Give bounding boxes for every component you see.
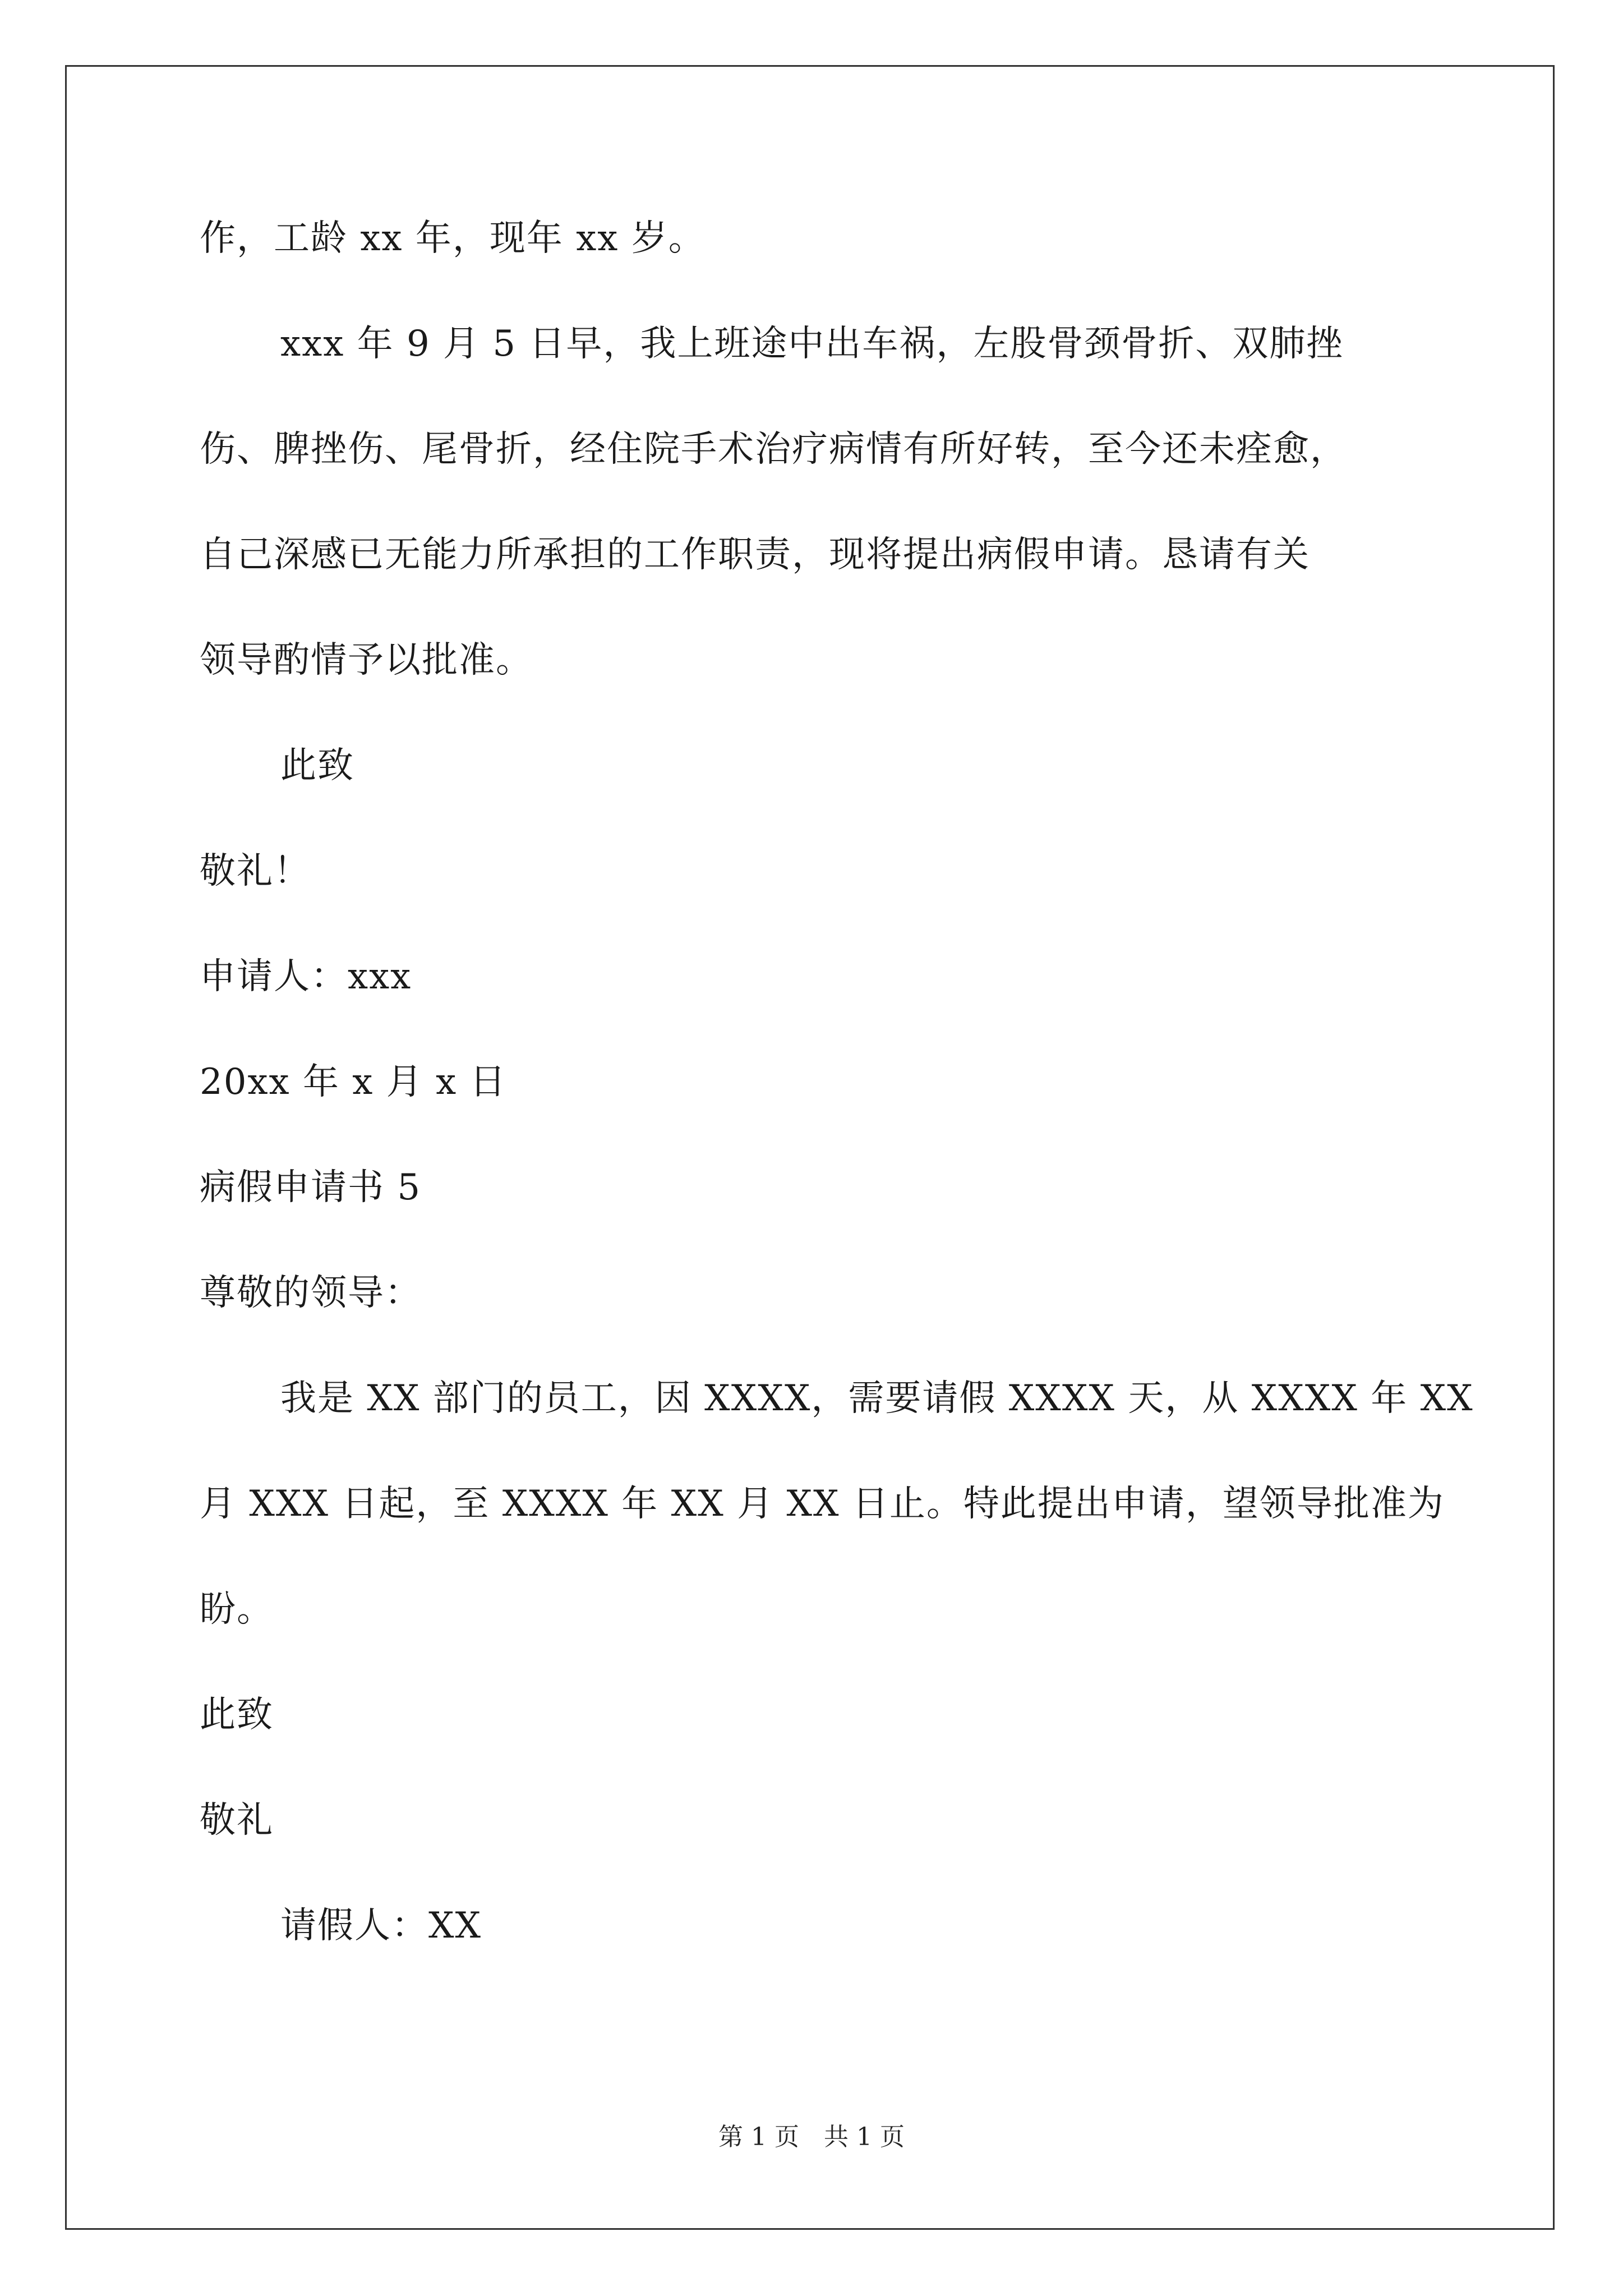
text-line: 领导酌情予以批准。 [200,639,533,681]
section-title: 病假申请书 5 [200,1167,422,1208]
closing-regards: 敬礼！ [200,850,311,892]
text-line: 我是 XX 部门的员工，因 XXXX，需要请假 XXXX 天，从 XXXX 年 XX [280,1378,1474,1419]
greeting: 尊敬的领导： [200,1272,422,1314]
text-line: 作，工龄 xx 年，现年 xx 岁。 [200,218,706,259]
closing-salutation: 此致 [200,1694,274,1736]
text-line: xxx 年 9 月 5 日早，我上班途中出车祸，左股骨颈骨折、双肺挫 [280,323,1344,365]
text-line: 伤、脾挫伤、尾骨折，经住院手术治疗病情有所好转，至今还未痊愈， [200,429,1347,470]
closing-salutation: 此致 [280,745,354,786]
signature-date: 20xx 年 x 月 x 日 [200,1061,507,1103]
applicant-signature: 申请人：xxx [200,956,412,997]
closing-regards: 敬礼 [200,1800,274,1841]
page-number: 第 1 页 共 1 页 [718,2123,905,2151]
text-line: 盼。 [200,1589,274,1630]
text-line: 自己深感已无能力所承担的工作职责，现将提出病假申请。恳请有关 [200,534,1310,576]
text-line: 月 XXX 日起，至 XXXX 年 XX 月 XX 日止。特此提出申请，望领导批准为 [200,1483,1445,1525]
requester-signature: 请假人：XX [280,1905,482,1947]
